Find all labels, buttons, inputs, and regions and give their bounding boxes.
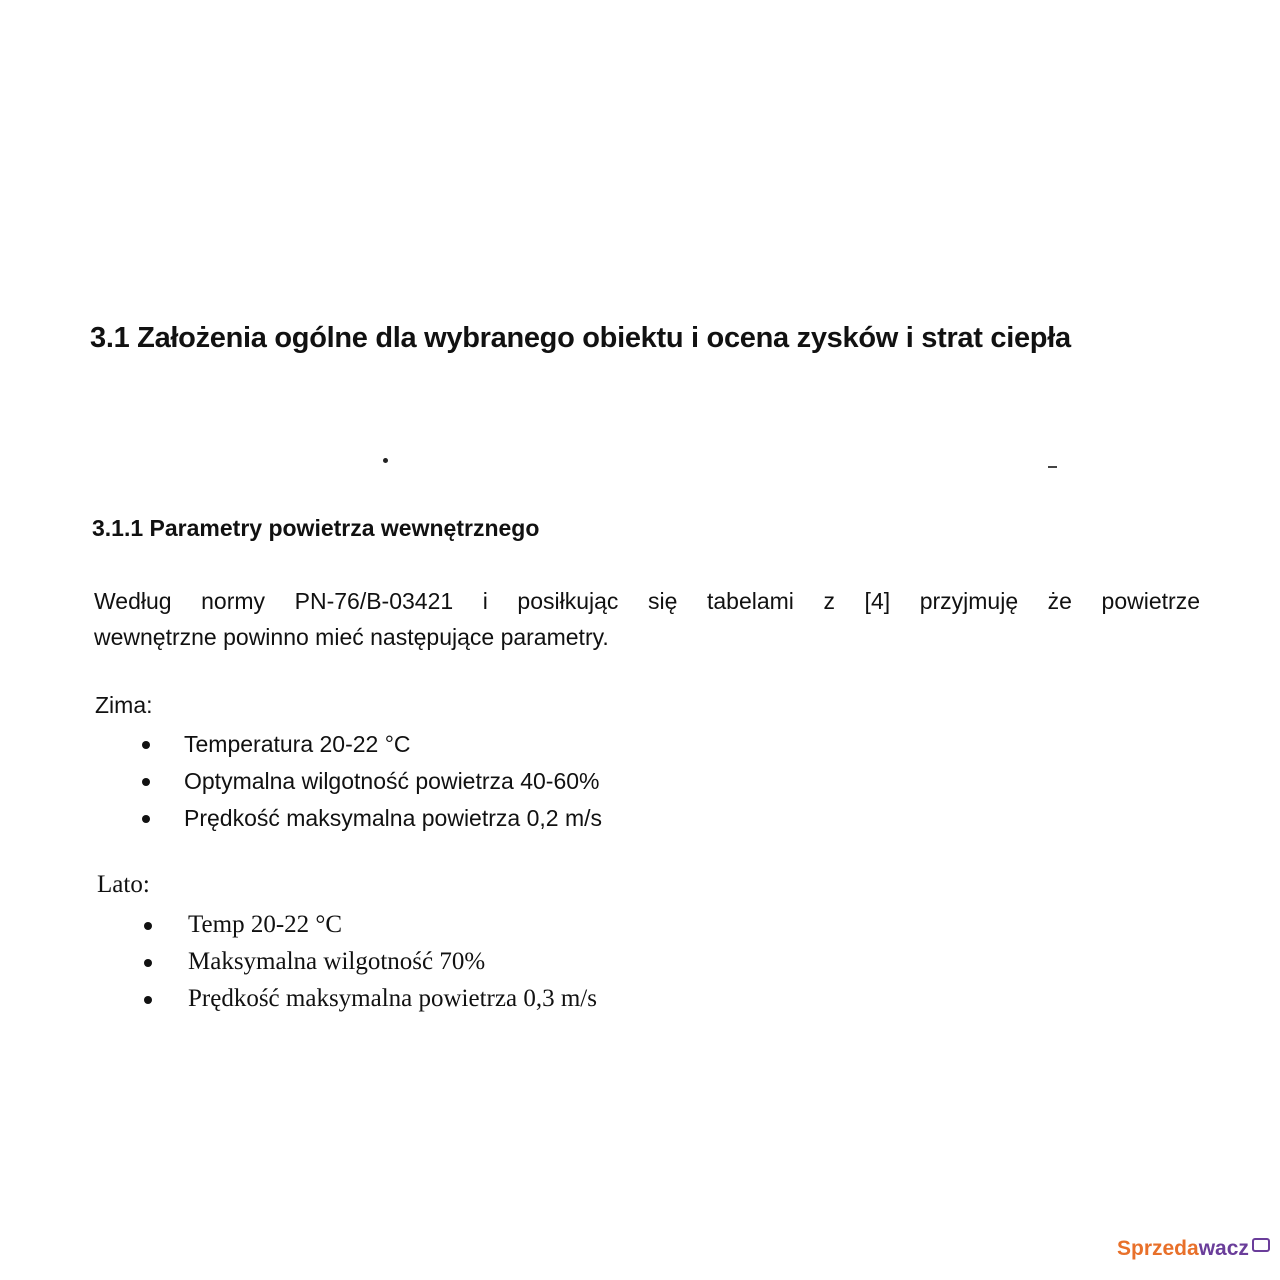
subsection-heading: 3.1.1 Parametry powietrza wewnętrznego bbox=[92, 515, 540, 541]
bullet-icon bbox=[142, 778, 150, 786]
winter-label: Zima: bbox=[95, 692, 153, 718]
list-item-text: Prędkość maksymalna powietrza 0,2 m/s bbox=[184, 805, 602, 831]
list-item-text: Optymalna wilgotność powietrza 40-60% bbox=[184, 768, 600, 794]
sprzedawacz-watermark bbox=[1117, 1237, 1270, 1261]
watermark-text: Sprzeda bbox=[1117, 1237, 1199, 1260]
section-heading: 3.1 Założenia ogólne dla wybranego obiektu i ocena zysków i strat ciepła bbox=[90, 322, 1071, 354]
tag-icon bbox=[1252, 1238, 1270, 1252]
summer-label: Lato: bbox=[97, 871, 150, 898]
watermark-text: wacz bbox=[1198, 1237, 1249, 1260]
bullet-icon bbox=[144, 922, 152, 930]
body-paragraph bbox=[94, 583, 1200, 655]
bullet-icon bbox=[144, 959, 152, 967]
bullet-icon bbox=[142, 741, 150, 749]
bullet-icon bbox=[142, 815, 150, 823]
scan-speck bbox=[383, 458, 388, 463]
list-item-text: Temperatura 20-22 °C bbox=[184, 731, 411, 757]
bullet-icon bbox=[144, 996, 152, 1004]
list-item-text: Prędkość maksymalna powietrza 0,3 m/s bbox=[188, 985, 597, 1012]
paragraph-line: wewnętrzne powinno mieć następujące parametry. bbox=[94, 624, 609, 650]
paragraph-line: Według normy PN-76/B-03421 i posiłkując się tabelami z [4] przyjmuję że powietrze bbox=[94, 588, 1200, 614]
list-item-text: Maksymalna wilgotność 70% bbox=[188, 948, 486, 975]
list-item-text: Temp 20-22 °C bbox=[188, 911, 343, 938]
scan-speck bbox=[1048, 466, 1057, 468]
